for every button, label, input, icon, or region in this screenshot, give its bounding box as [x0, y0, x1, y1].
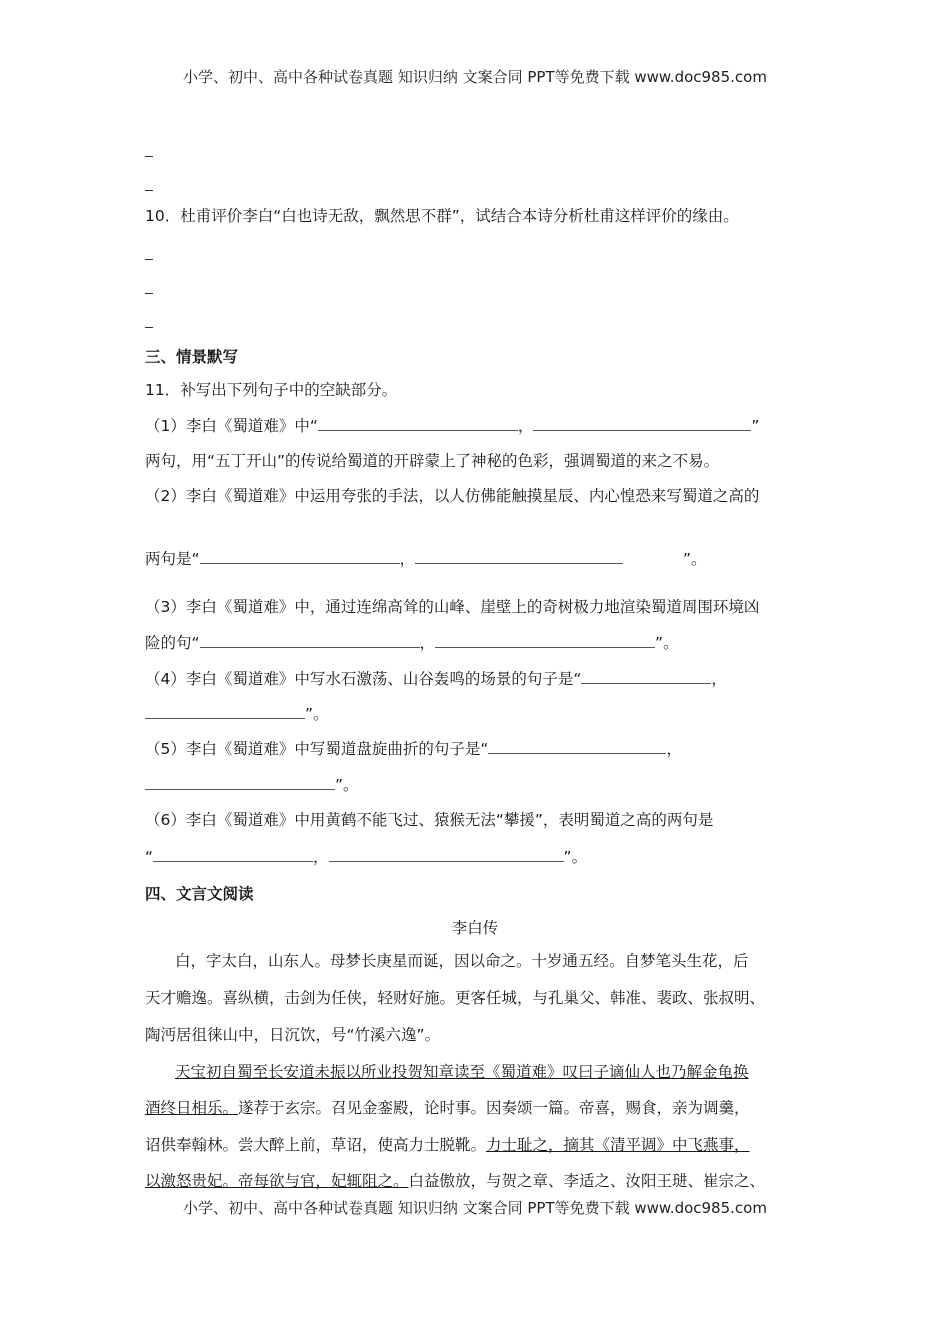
passage-text: 遂荐于玄宗。召见金銮殿，论时事。因奏颂一篇。帝喜，赐食，亲为调羹， [238, 1099, 750, 1117]
punctuation: ， [419, 634, 436, 652]
passage-line: 白，字太白，山东人。母梦长庚星而诞，因以命之。十岁通五经。自梦笔头生花，后 [175, 952, 749, 970]
sub-question-1 [145, 415, 759, 436]
sub-question-2: （2）李白《蜀道难》中运用夸张的手法，以人仿佛能触摸星辰、内心惶恐来写蜀道之高的 [145, 487, 760, 505]
punctuation: ”。 [563, 848, 588, 866]
sub-question-text: （5）李白《蜀道难》中写蜀道盘旋曲折的句子是“ [145, 740, 489, 758]
answer-line [145, 327, 153, 328]
fill-blank[interactable] [200, 632, 420, 648]
fill-blank[interactable] [200, 548, 400, 564]
punctuation: ”。 [683, 550, 707, 568]
question-11: 11．补写出下列句子中的空缺部分。 [145, 381, 398, 399]
punctuation: ”。 [335, 776, 359, 794]
punctuation: ”。 [655, 634, 679, 652]
punctuation: ” [751, 417, 760, 435]
sub-question-4-cont [145, 703, 329, 724]
fill-blank[interactable] [488, 738, 666, 754]
answer-line [145, 259, 153, 260]
sub-question-text: （1）李白《蜀道难》中“ [145, 417, 318, 435]
section-heading-3: 三、情景默写 [145, 348, 239, 366]
passage-line [145, 1098, 750, 1118]
passage-line [145, 1135, 750, 1155]
fill-blank[interactable] [145, 703, 305, 719]
sub-question-3: （3）李白《蜀道难》中，通过连绵高耸的山峰、崖壁上的奇树极力地渲染蜀道周围环境凶 [145, 598, 760, 616]
punctuation: “ [145, 848, 154, 866]
fill-blank[interactable] [318, 415, 518, 431]
sub-question-2-cont [145, 548, 707, 569]
underlined-sentence: 酒终日相乐。 [145, 1099, 239, 1117]
sub-question-6-cont [145, 846, 587, 867]
fill-blank[interactable] [153, 846, 313, 862]
sub-question-text: （4）李白《蜀道难》中写水石激荡、山谷轰鸣的场景的句子是“ [145, 670, 582, 688]
fill-blank[interactable] [581, 668, 711, 684]
punctuation: ， [711, 670, 727, 688]
punctuation: ， [666, 740, 682, 758]
fill-blank[interactable] [329, 846, 564, 862]
sub-question-5-cont [145, 774, 359, 795]
fill-blank[interactable] [435, 632, 655, 648]
underlined-sentence: 以激怒贵妃。帝每欲与官，妃辄阻之。 [145, 1172, 409, 1190]
punctuation: ， [399, 550, 416, 568]
passage-line: 天才赡逸。喜纵横，击剑为任侠，轻财好施。更客任城，与孔巢父、韩准、裴政、张叔明、 [145, 989, 766, 1007]
question-10: 10．杜甫评价李白“白也诗无敌，飘然思不群”，试结合本诗分析杜甫这样评价的缘由。 [145, 207, 739, 225]
passage-title: 李白传 [451, 919, 499, 937]
punctuation: ， [313, 848, 329, 866]
punctuation: ”。 [305, 705, 329, 723]
section-heading-4: 四、文言文阅读 [145, 885, 254, 903]
passage-text: 诏供奉翰林。尝大醉上前，草诏，使高力士脱靴。 [145, 1136, 487, 1154]
sub-question-3-cont [145, 632, 679, 653]
answer-line [145, 156, 153, 157]
page-header: 小学、初中、高中各种试卷真题 知识归纳 文案合同 PPT等免费下载 www.doc985.com [183, 68, 767, 86]
sub-question-5 [145, 738, 682, 759]
sub-question-4 [145, 668, 727, 689]
fill-blank[interactable] [533, 415, 751, 431]
sub-question-1-cont: 两句，用“五丁开山”的传说给蜀道的开辟蒙上了神秘的色彩，强调蜀道的来之不易。 [145, 452, 720, 470]
sub-question-text: 两句是“ [145, 550, 200, 568]
passage-line [145, 1171, 765, 1191]
punctuation: ， [517, 417, 534, 435]
passage-line-underlined: 天宝初自蜀至长安道未振以所业投贺知章读至《蜀道难》叹曰子谪仙人也乃解金龟换 [175, 1063, 749, 1081]
sub-question-text: 险的句“ [145, 634, 200, 652]
passage-text: 白益傲放，与贺之章、李适之、汝阳王琎、崔宗之、 [408, 1172, 766, 1190]
sub-question-6: （6）李白《蜀道难》中用黄鹤不能飞过、猿猴无法“攀援”，表明蜀道之高的两句是 [145, 811, 714, 829]
page-footer: 小学、初中、高中各种试卷真题 知识归纳 文案合同 PPT等免费下载 www.doc985.com [183, 1199, 767, 1217]
underlined-sentence: 力士耻之，摘其《清平调》中飞燕事， [486, 1136, 750, 1154]
fill-blank[interactable] [415, 548, 623, 564]
answer-line [145, 293, 153, 294]
passage-line: 陶沔居徂徕山中，日沉饮，号“竹溪六逸”。 [145, 1026, 441, 1044]
answer-line [145, 190, 153, 191]
fill-blank[interactable] [145, 774, 335, 790]
